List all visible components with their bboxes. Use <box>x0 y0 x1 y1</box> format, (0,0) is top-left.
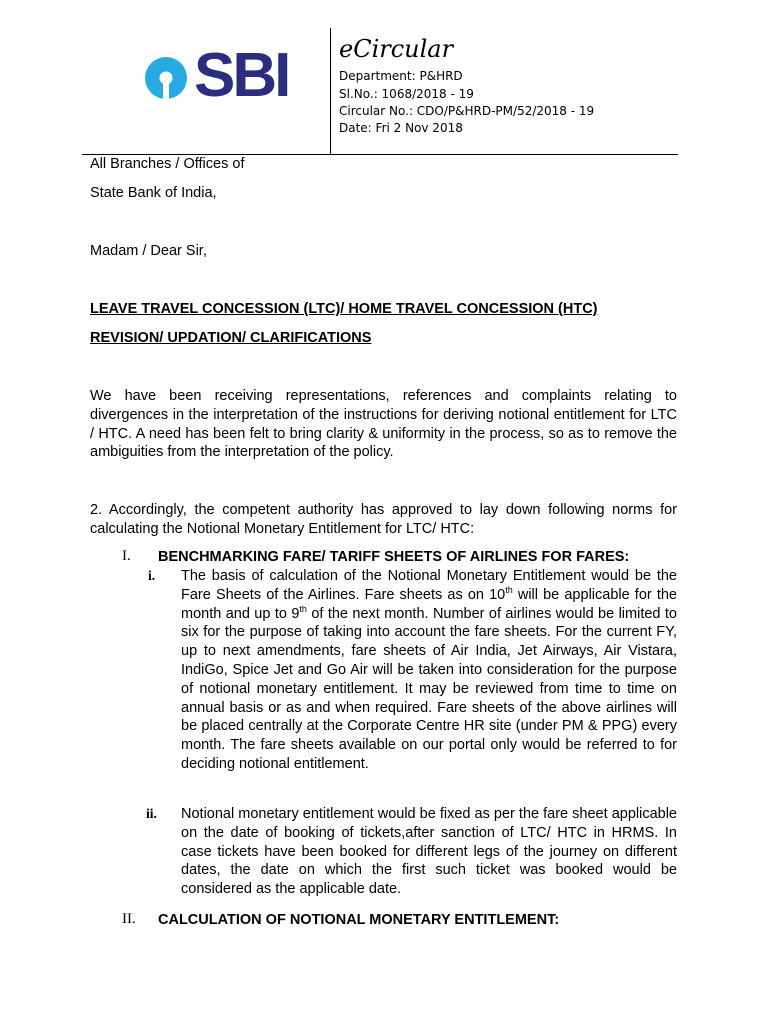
date-line: Date: Fri 2 Nov 2018 <box>339 121 463 135</box>
item-i-text-part-a: The basis of calculation of the Notional Monetary Entitlement would be the Fare Sheets of the Airlines. Fare sheets as on 10 <box>181 568 677 603</box>
item-i-sup-b: th <box>299 603 307 614</box>
paragraph-1: We have been receiving representations, references and complaints relating to divergences in the interpretation of the instructions for deriving notional entitlement for LTC / HTC. A need has been felt to bring clarity & uniformity in the process, so as to remove the ambiguities from the interpretation of the policy. <box>90 388 677 461</box>
section-2-heading: CALCULATION OF NOTIONAL MONETARY ENTITLEMENT: <box>158 912 560 928</box>
section-1-numeral: I. <box>122 548 131 564</box>
paragraph-2: 2. Accordingly, the competent authority has approved to lay down following norms for calculating the Notional Monetary Entitlement for LTC/ HTC: <box>90 502 677 537</box>
sbi-logo <box>144 41 289 110</box>
item-ii-text: Notional monetary entitlement would be fixed as per the fare sheet applicable on the date of booking of tickets,after sanction of LTC/ HTC in HRMS. In case tickets have been booked for different legs of the journey on different dates, the date on which the first such ticket was booked would be considered as the applicable date. <box>181 806 677 898</box>
subject-line-2: REVISION/ UPDATION/ CLARIFICATIONS <box>90 330 372 346</box>
salutation: Madam / Dear Sir, <box>90 243 207 259</box>
section-1-heading: BENCHMARKING FARE/ TARIFF SHEETS OF AIRLINES FOR FARES: <box>158 549 630 565</box>
item-i-text-part-b: will be applicable for the month and up to 9 <box>181 586 677 622</box>
header-divider-vertical <box>330 28 331 154</box>
subject-line-1: LEAVE TRAVEL CONCESSION (LTC)/ HOME TRAVEL CONCESSION (HTC) <box>90 301 598 317</box>
department-line: Department: P&HRD <box>339 69 463 83</box>
address-line-2: State Bank of India, <box>90 185 217 201</box>
item-ii-marker: ii. <box>146 806 157 821</box>
sbi-keyhole-icon <box>144 52 188 110</box>
item-i-marker: i. <box>148 568 156 583</box>
item-i-text-part-c: of the next month. Number of airlines would be limited to six for the purpose of taking into account the fare sheets. For the current FY, up to next amendments, fare sheets of Air India, Jet Airways, Air Vistara, IndiGo, Spice Jet and Go Air will be taken into consideration for the purpose of notional monetary entitlement. It may be reviewed from time to time on annual basis or as and when required. Fare sheets of the above airlines will be placed centrally at the Corporate Centre HR site (under PM & PPG) every month. The fare sheets available on our portal only would be referred to for deciding notional entitlement. <box>181 605 677 772</box>
section-2-numeral: II. <box>122 911 136 927</box>
circular-number-line: Circular No.: CDO/P&HRD-PM/52/2018 - 19 <box>339 104 595 118</box>
item-i-text <box>181 567 677 774</box>
serial-number-line: Sl.No.: 1068/2018 - 19 <box>339 87 474 101</box>
sbi-logo-text: SBI <box>194 41 289 110</box>
item-i-sup-a: th <box>505 584 513 595</box>
address-line-1: All Branches / Offices of <box>90 156 245 172</box>
ecircular-title: eCircular <box>339 35 454 63</box>
